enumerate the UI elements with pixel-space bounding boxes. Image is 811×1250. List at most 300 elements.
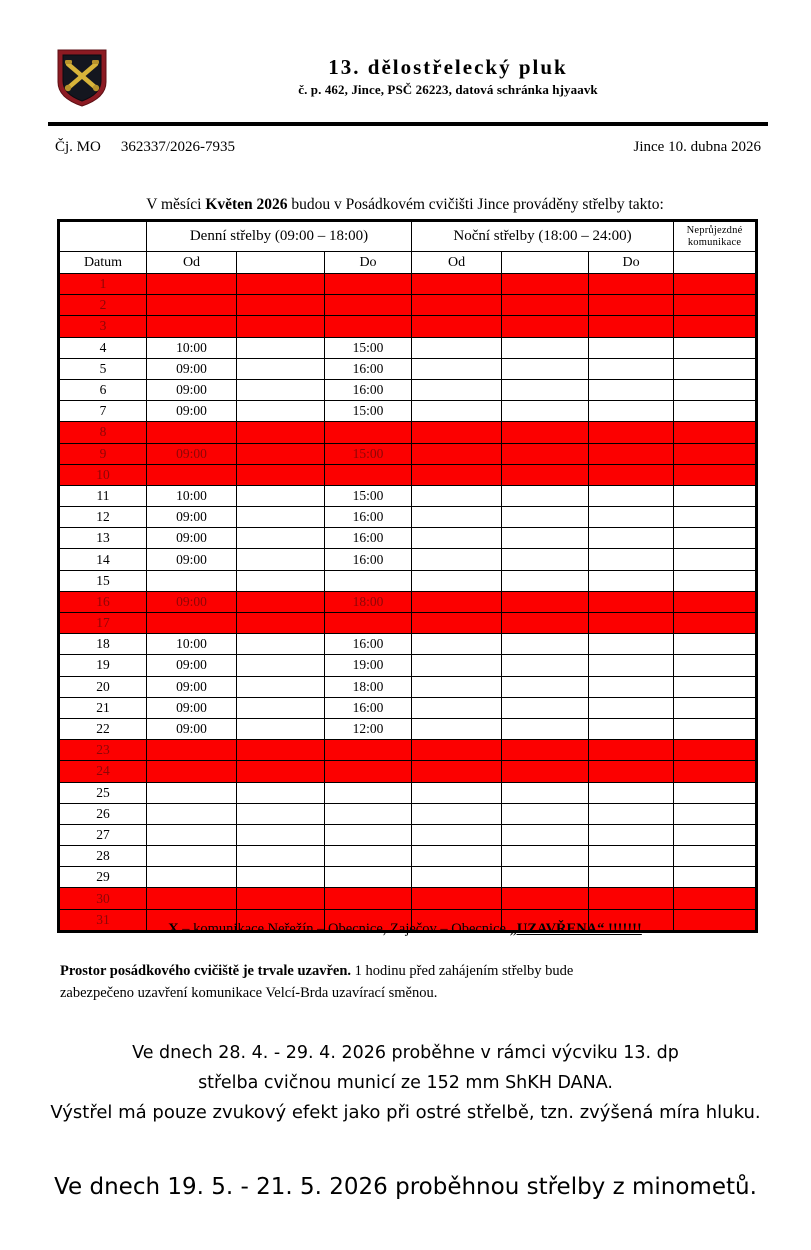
- cell-day-to: [325, 295, 412, 316]
- cell-night-to: [589, 422, 674, 443]
- cell-night-from: [412, 867, 502, 888]
- cell-day-from: 09:00: [147, 697, 237, 718]
- cell-night-to: [589, 634, 674, 655]
- table-row: [59, 443, 757, 464]
- cell-day-to: 18:00: [325, 676, 412, 697]
- subheader-day-from: Od: [147, 252, 237, 274]
- header-day-shooting: Denní střelby (09:00 – 18:00): [147, 221, 412, 252]
- cell-day-from: [147, 274, 237, 295]
- cell-roads: [674, 591, 757, 612]
- cell-day-from: [147, 761, 237, 782]
- cell-day-mid: [237, 676, 325, 697]
- cell-day-to: [325, 316, 412, 337]
- cell-night-from: [412, 613, 502, 634]
- announcement-1-line-3: Výstřel má pouze zvukový efekt jako při ostré střelbě, tzn. zvýšená míra hluku.: [50, 1102, 761, 1123]
- cell-day-from: [147, 782, 237, 803]
- cell-date: 25: [59, 782, 147, 803]
- cell-night-mid: [502, 655, 589, 676]
- cell-day-from: 09:00: [147, 379, 237, 400]
- cell-date: 29: [59, 867, 147, 888]
- intro-month: Květen 2026: [205, 196, 288, 213]
- cell-night-from: [412, 824, 502, 845]
- cell-day-from: 09:00: [147, 591, 237, 612]
- table-row: [59, 295, 757, 316]
- cell-night-to: [589, 697, 674, 718]
- cell-day-from: 09:00: [147, 549, 237, 570]
- announcement-2-line-1: Ve dnech 19. 5. - 21. 5. 2026 proběhnou střelby z minometů.: [54, 1174, 757, 1200]
- intro-before: V měsíci: [146, 196, 202, 213]
- cell-date: 18: [59, 634, 147, 655]
- cell-date: 19: [59, 655, 147, 676]
- cell-night-mid: [502, 274, 589, 295]
- cell-night-to: [589, 655, 674, 676]
- cell-roads: [674, 655, 757, 676]
- cell-night-from: [412, 761, 502, 782]
- cell-day-mid: [237, 761, 325, 782]
- cell-day-mid: [237, 485, 325, 506]
- cell-night-to: [589, 507, 674, 528]
- cell-night-from: [412, 846, 502, 867]
- cell-day-from: [147, 422, 237, 443]
- cell-roads: [674, 274, 757, 295]
- cell-night-mid: [502, 634, 589, 655]
- cell-night-to: [589, 676, 674, 697]
- cell-night-to: [589, 528, 674, 549]
- cell-day-mid: [237, 507, 325, 528]
- cell-date: 11: [59, 485, 147, 506]
- cell-day-to: [325, 803, 412, 824]
- cell-night-from: [412, 358, 502, 379]
- cell-night-mid: [502, 316, 589, 337]
- table-row: [59, 358, 757, 379]
- cell-night-from: [412, 655, 502, 676]
- subheader-night-from: Od: [412, 252, 502, 274]
- cell-roads: [674, 782, 757, 803]
- table-row: [59, 718, 757, 739]
- cell-day-from: 09:00: [147, 655, 237, 676]
- reference-number: 362337/2026-7935: [120, 139, 236, 155]
- cell-day-mid: [237, 549, 325, 570]
- cell-day-to: 16:00: [325, 549, 412, 570]
- cell-day-to: [325, 274, 412, 295]
- cell-night-to: [589, 295, 674, 316]
- shooting-schedule-table-wrap: [57, 219, 755, 933]
- cell-date: 12: [59, 507, 147, 528]
- cell-night-from: [412, 697, 502, 718]
- cell-date: 15: [59, 570, 147, 591]
- cell-day-mid: [237, 401, 325, 422]
- table-row: [59, 824, 757, 845]
- subheader-date: Datum: [59, 252, 147, 274]
- cell-date: 20: [59, 676, 147, 697]
- cell-night-from: [412, 782, 502, 803]
- cell-date: 14: [59, 549, 147, 570]
- cell-day-to: 16:00: [325, 507, 412, 528]
- cell-date: 27: [59, 824, 147, 845]
- cell-day-to: 15:00: [325, 443, 412, 464]
- cell-day-to: 15:00: [325, 337, 412, 358]
- cell-day-mid: [237, 316, 325, 337]
- cell-day-from: [147, 570, 237, 591]
- cell-night-to: [589, 570, 674, 591]
- road-note-body: – komunikace Neřežín – Obecnice, Zaječov – Obecnice: [182, 921, 506, 937]
- road-closure-note: [55, 921, 755, 938]
- cell-night-from: [412, 401, 502, 422]
- cell-day-mid: [237, 464, 325, 485]
- subheader-day-to: Do: [325, 252, 412, 274]
- cell-night-mid: [502, 379, 589, 400]
- cell-day-to: [325, 613, 412, 634]
- cell-date: 6: [59, 379, 147, 400]
- table-row: [59, 782, 757, 803]
- cell-date: 4: [59, 337, 147, 358]
- cell-day-from: 09:00: [147, 443, 237, 464]
- cell-night-mid: [502, 676, 589, 697]
- cell-night-from: [412, 888, 502, 909]
- cell-night-to: [589, 358, 674, 379]
- cell-day-to: [325, 824, 412, 845]
- cell-roads: [674, 295, 757, 316]
- cell-day-from: [147, 295, 237, 316]
- reference-number-group: [55, 139, 235, 156]
- cell-day-mid: [237, 613, 325, 634]
- table-row: [59, 464, 757, 485]
- cell-night-from: [412, 337, 502, 358]
- table-row: [59, 528, 757, 549]
- cell-roads: [674, 570, 757, 591]
- cell-date: 7: [59, 401, 147, 422]
- table-row: [59, 613, 757, 634]
- cell-night-from: [412, 507, 502, 528]
- table-row: [59, 867, 757, 888]
- header-divider-rule: [48, 122, 768, 126]
- cell-day-from: [147, 888, 237, 909]
- cell-date: 31: [59, 909, 147, 931]
- cell-roads: [674, 888, 757, 909]
- area-note-rest: 1 hodinu před zahájením střelby bude: [354, 963, 574, 979]
- announcement-block-2: [30, 1172, 781, 1202]
- cell-night-from: [412, 422, 502, 443]
- cell-date: 5: [59, 358, 147, 379]
- cell-roads: [674, 443, 757, 464]
- cell-day-to: 12:00: [325, 718, 412, 739]
- cell-night-to: [589, 401, 674, 422]
- cell-day-to: [325, 782, 412, 803]
- table-row: [59, 422, 757, 443]
- cell-date: 2: [59, 295, 147, 316]
- announcement-block-1: [30, 1038, 781, 1128]
- cell-day-from: 09:00: [147, 718, 237, 739]
- cell-night-mid: [502, 824, 589, 845]
- cell-day-mid: [237, 274, 325, 295]
- cell-night-to: [589, 549, 674, 570]
- document-header: [48, 46, 768, 112]
- cell-day-mid: [237, 718, 325, 739]
- cell-roads: [674, 401, 757, 422]
- cell-day-mid: [237, 782, 325, 803]
- cell-roads: [674, 379, 757, 400]
- cell-day-from: 10:00: [147, 485, 237, 506]
- cell-day-from: 10:00: [147, 337, 237, 358]
- cell-night-mid: [502, 591, 589, 612]
- cell-day-from: 09:00: [147, 401, 237, 422]
- cell-day-to: [325, 570, 412, 591]
- cell-day-mid: [237, 634, 325, 655]
- cell-day-to: 16:00: [325, 697, 412, 718]
- cell-date: 30: [59, 888, 147, 909]
- cell-day-to: 15:00: [325, 401, 412, 422]
- cell-roads: [674, 761, 757, 782]
- cell-night-to: [589, 718, 674, 739]
- table-row: [59, 846, 757, 867]
- cell-night-to: [589, 888, 674, 909]
- table-row: [59, 634, 757, 655]
- cell-day-from: 09:00: [147, 358, 237, 379]
- cell-day-to: 15:00: [325, 485, 412, 506]
- cell-night-mid: [502, 718, 589, 739]
- table-row: [59, 740, 757, 761]
- cell-roads: [674, 697, 757, 718]
- intro-sentence: [55, 196, 755, 214]
- table-row: [59, 316, 757, 337]
- cell-night-from: [412, 591, 502, 612]
- table-row: [59, 337, 757, 358]
- subheader-roads: [674, 252, 757, 274]
- cell-day-mid: [237, 358, 325, 379]
- place-and-date: Jince 10. dubna 2026: [633, 139, 761, 155]
- cell-roads: [674, 464, 757, 485]
- table-row: [59, 591, 757, 612]
- cell-night-from: [412, 274, 502, 295]
- cell-day-to: [325, 740, 412, 761]
- cell-day-to: 16:00: [325, 634, 412, 655]
- cell-night-from: [412, 316, 502, 337]
- cell-night-mid: [502, 570, 589, 591]
- cell-night-mid: [502, 613, 589, 634]
- cell-day-mid: [237, 528, 325, 549]
- cell-night-mid: [502, 697, 589, 718]
- cell-day-to: 16:00: [325, 379, 412, 400]
- announcement-1-line-2: střelba cvičnou municí ze 152 mm ShKH DANA.: [198, 1073, 613, 1093]
- cell-day-to: 16:00: [325, 358, 412, 379]
- cell-night-to: [589, 379, 674, 400]
- cell-day-from: [147, 824, 237, 845]
- road-note-mark: X: [168, 921, 179, 937]
- cell-night-to: [589, 761, 674, 782]
- cell-day-mid: [237, 824, 325, 845]
- cell-roads: [674, 867, 757, 888]
- cell-night-from: [412, 443, 502, 464]
- cell-date: 13: [59, 528, 147, 549]
- cell-day-to: 19:00: [325, 655, 412, 676]
- cell-day-mid: [237, 655, 325, 676]
- cell-roads: [674, 507, 757, 528]
- cell-day-mid: [237, 379, 325, 400]
- cell-date: 17: [59, 613, 147, 634]
- cell-roads: [674, 846, 757, 867]
- cell-night-mid: [502, 337, 589, 358]
- cell-day-to: [325, 888, 412, 909]
- cell-roads: [674, 613, 757, 634]
- header-night-shooting: Noční střelby (18:00 – 24:00): [412, 221, 674, 252]
- cell-night-to: [589, 782, 674, 803]
- cell-day-from: [147, 464, 237, 485]
- cell-day-from: 09:00: [147, 507, 237, 528]
- header-impassable-roads: Neprůjezdné komunikace: [674, 221, 757, 252]
- table-group-header-row: [59, 221, 757, 252]
- cell-day-mid: [237, 867, 325, 888]
- cell-night-from: [412, 549, 502, 570]
- cell-date: 9: [59, 443, 147, 464]
- cell-roads: [674, 676, 757, 697]
- table-body: [59, 274, 757, 932]
- cell-day-mid: [237, 570, 325, 591]
- cell-date: 22: [59, 718, 147, 739]
- cell-day-from: [147, 846, 237, 867]
- cell-day-mid: [237, 846, 325, 867]
- cell-night-mid: [502, 549, 589, 570]
- cell-day-from: [147, 867, 237, 888]
- reference-label: Čj. MO: [55, 139, 101, 155]
- cell-night-from: [412, 718, 502, 739]
- cell-night-mid: [502, 422, 589, 443]
- cell-night-from: [412, 485, 502, 506]
- header-empty-corner: [59, 221, 147, 252]
- cell-date: 26: [59, 803, 147, 824]
- cell-night-from: [412, 634, 502, 655]
- subheader-day-mid: [237, 252, 325, 274]
- cell-day-from: [147, 803, 237, 824]
- cell-day-from: [147, 740, 237, 761]
- subheader-night-mid: [502, 252, 589, 274]
- cell-night-from: [412, 379, 502, 400]
- cell-day-from: 10:00: [147, 634, 237, 655]
- cell-date: 21: [59, 697, 147, 718]
- cell-night-to: [589, 485, 674, 506]
- table-head: [59, 221, 757, 274]
- table-row: [59, 697, 757, 718]
- cell-night-mid: [502, 867, 589, 888]
- organization-address: č. p. 462, Jince, PSČ 26223, datová schránka hjyaavk: [298, 82, 598, 97]
- cell-night-from: [412, 570, 502, 591]
- intro-after: budou v Posádkovém cvičišti Jince prováděny střelby takto:: [291, 196, 664, 213]
- cell-date: 10: [59, 464, 147, 485]
- cell-night-mid: [502, 295, 589, 316]
- shooting-schedule-table: [57, 219, 758, 933]
- table-row: [59, 761, 757, 782]
- cell-roads: [674, 634, 757, 655]
- cell-night-to: [589, 591, 674, 612]
- cell-night-to: [589, 464, 674, 485]
- table-row: [59, 655, 757, 676]
- cell-night-mid: [502, 464, 589, 485]
- cell-night-to: [589, 824, 674, 845]
- cell-roads: [674, 740, 757, 761]
- cell-day-mid: [237, 422, 325, 443]
- artillery-regiment-emblem-icon: [56, 48, 108, 108]
- cell-night-mid: [502, 485, 589, 506]
- cell-date: 24: [59, 761, 147, 782]
- cell-night-mid: [502, 443, 589, 464]
- cell-roads: [674, 485, 757, 506]
- cell-night-from: [412, 803, 502, 824]
- cell-day-to: [325, 422, 412, 443]
- cell-night-mid: [502, 761, 589, 782]
- training-area-note: [60, 960, 760, 1004]
- table-row: [59, 570, 757, 591]
- cell-day-mid: [237, 740, 325, 761]
- cell-roads: [674, 824, 757, 845]
- cell-day-from: 09:00: [147, 676, 237, 697]
- cell-day-mid: [237, 591, 325, 612]
- cell-day-mid: [237, 697, 325, 718]
- subheader-night-to: Do: [589, 252, 674, 274]
- cell-night-to: [589, 613, 674, 634]
- cell-roads: [674, 803, 757, 824]
- cell-day-mid: [237, 295, 325, 316]
- area-note-lead: Prostor posádkového cvičiště je trvale uzavřen.: [60, 963, 352, 979]
- table-row: [59, 507, 757, 528]
- table-row: [59, 888, 757, 909]
- cell-day-to: [325, 846, 412, 867]
- announcement-1-line-1: Ve dnech 28. 4. - 29. 4. 2026 proběhne v rámci výcviku 13. dp: [132, 1043, 679, 1063]
- cell-night-to: [589, 867, 674, 888]
- table-sub-header-row: [59, 252, 757, 274]
- cell-day-from: [147, 316, 237, 337]
- cell-roads: [674, 358, 757, 379]
- cell-day-to: [325, 867, 412, 888]
- cell-day-mid: [237, 443, 325, 464]
- cell-date: 1: [59, 274, 147, 295]
- cell-night-mid: [502, 846, 589, 867]
- cell-night-from: [412, 464, 502, 485]
- cell-night-mid: [502, 401, 589, 422]
- cell-roads: [674, 337, 757, 358]
- cell-night-to: [589, 443, 674, 464]
- area-note-line2: zabezpečeno uzavření komunikace Velcí-Brda uzavírací směnou.: [60, 985, 438, 1001]
- cell-day-mid: [237, 888, 325, 909]
- table-row: [59, 274, 757, 295]
- cell-roads: [674, 549, 757, 570]
- cell-date: 16: [59, 591, 147, 612]
- cell-night-to: [589, 316, 674, 337]
- cell-night-to: [589, 803, 674, 824]
- cell-night-mid: [502, 888, 589, 909]
- cell-day-to: [325, 464, 412, 485]
- cell-night-mid: [502, 358, 589, 379]
- cell-night-from: [412, 740, 502, 761]
- cell-night-from: [412, 295, 502, 316]
- header-title-block: [168, 54, 728, 98]
- cell-day-mid: [237, 337, 325, 358]
- table-row: [59, 676, 757, 697]
- cell-roads: [674, 422, 757, 443]
- cell-day-mid: [237, 803, 325, 824]
- organization-title: 13. dělostřelecký pluk: [328, 55, 568, 79]
- cell-date: 8: [59, 422, 147, 443]
- cell-roads: [674, 528, 757, 549]
- cell-day-to: 16:00: [325, 528, 412, 549]
- cell-night-to: [589, 740, 674, 761]
- cell-date: 28: [59, 846, 147, 867]
- cell-night-to: [589, 337, 674, 358]
- cell-day-to: 18:00: [325, 591, 412, 612]
- cell-night-mid: [502, 740, 589, 761]
- cell-date: 3: [59, 316, 147, 337]
- table-row: [59, 803, 757, 824]
- cell-night-from: [412, 676, 502, 697]
- cell-date: 23: [59, 740, 147, 761]
